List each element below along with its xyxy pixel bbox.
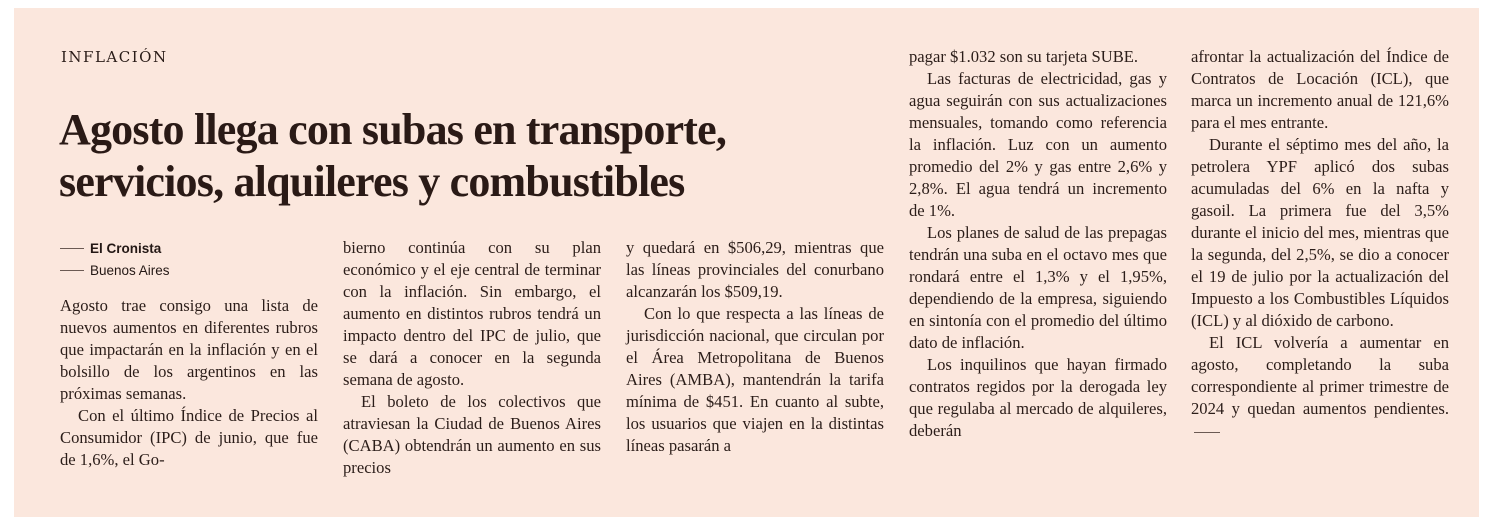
paragraph: pagar $1.032 son su tarjeta SUBE. [909,47,1139,66]
paragraph: Los planes de salud de las prepagas tendrán una suba en el octavo mes que rondará entre el 1,3% y el 1,95%, dependiendo de la empresa, siguiendo en sintonía con el promedio del último dato de inflación. [909,223,1167,352]
paragraph: Durante el séptimo mes del año, la petrolera YPF aplicó dos subas acumuladas del 6% en la nafta y gasoil. La primera fue del 3,5% durante el inicio del mes, mientras que la segunda, del 2,5%, se dio a conocer el 19 de julio por la actualización del Impuesto a los Combustibles Líquidos (ICL) y al dióxido de carbono. [1191,135,1449,330]
paragraph: Las facturas de electricidad, gas y agua seguirán con sus actualizaciones mensuales, tomando como referencia la inflación. Luz con un aumento promedio del 2% y gas entre 2,6% y 2,8%. El agua tendrá un incremento de 1%. [909,69,1167,220]
byline [60,237,170,281]
paragraph: Los inquilinos que hayan firmado contratos regidos por la derogada ley que regulaba al mercado de alquileres, deberán [909,355,1167,440]
article-column-1 [60,295,318,471]
paragraph: El ICL volvería a aumentar en agosto, completando la suba correspondiente al primer trimestre de 2024 y quedan aumentos pendientes. [1191,333,1449,418]
article-column-3 [626,237,884,457]
paragraph: y quedará en $506,29, mientras que las líneas provinciales del conurbano alcanzarán los $509,19. [626,238,884,301]
article-column-5 [1191,46,1449,442]
article-column-4 [909,46,1167,442]
section-kicker: INFLACIÓN [61,48,168,66]
paragraph: Con el último Índice de Precios al Consumidor (IPC) de junio, que fue de 1,6%, el Go- [60,406,318,469]
newspaper-clipping [14,8,1479,517]
byline-author: El Cronista [90,240,162,256]
byline-rule [60,248,84,249]
paragraph: afrontar la actualización del Índice de Contratos de Locación (ICL), que marca un incremento anual de 121,6% para el mes entrante. [1191,47,1449,132]
end-of-article-rule [1194,432,1220,433]
headline: Agosto llega con subas en transporte, servicios, alquileres y combustibles [59,105,727,206]
paragraph: Con lo que respecta a las líneas de jurisdicción nacional, que circulan por el Área Metropolitana de Buenos Aires (AMBA), mantendrán la tarifa mínima de $451. En cuanto al subte, los usuarios que viajen en la distintas líneas pasarán a [626,304,884,455]
paragraph: bierno continúa con su plan económico y el eje central de terminar con la inflación. Sin embargo, el aumento en distintos rubros tendrá un impacto dentro del IPC de julio, que se dará a conocer en la segunda semana de agosto. [343,238,601,389]
byline-location: Buenos Aires [90,262,170,278]
byline-rule [60,270,84,271]
paragraph: El boleto de los colectivos que atraviesan la Ciudad de Buenos Aires (CABA) obtendrán un aumento en sus precios [343,392,601,477]
article-column-2 [343,237,601,479]
paragraph: Agosto trae consigo una lista de nuevos aumentos en diferentes rubros que impactarán en la inflación y en el bolsillo de los argentinos en las próximas semanas. [60,296,318,403]
